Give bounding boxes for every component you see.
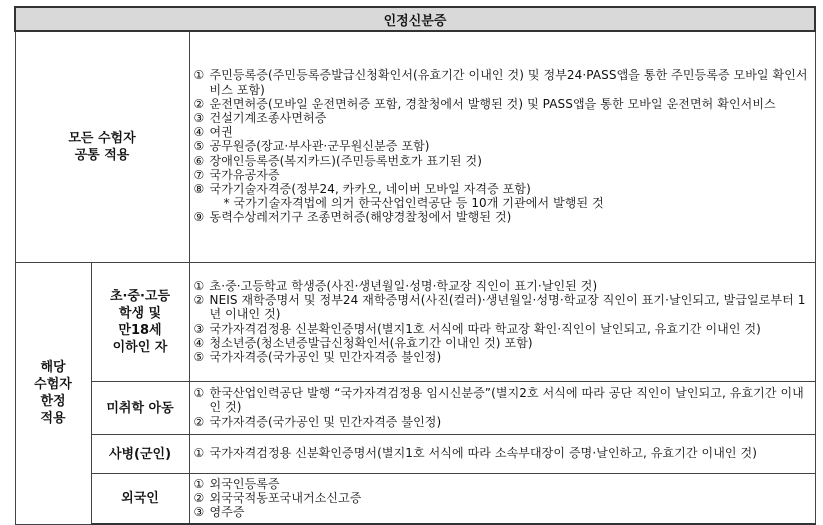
item-number: ④ [193, 335, 205, 350]
list-item [194, 279, 811, 293]
group-label-text: 외국인 [121, 491, 159, 506]
group-label-text: 초·중·고등 학생 및 만18세 이하인 자 [109, 289, 171, 355]
item-number: ⑤ [193, 139, 205, 154]
common-items-list [194, 68, 811, 224]
item-text: 국가자격증(국가공인 및 민간자격증 불인정) [209, 414, 442, 429]
group-label-text: 사병(군인) [108, 446, 172, 462]
item-number: ⑧ [193, 182, 205, 196]
item-text: 한국산업인력공단 발행 “국가자격검정용 임시신분증”(별지2호 서식에 따라 공단 직인이 날인되고, 유효기간 이내인 것) [209, 386, 804, 415]
list-item [194, 111, 811, 125]
group-row-foreigner [15, 474, 815, 525]
item-number: ② [193, 414, 205, 429]
item-text: 국가유공자증 [209, 167, 280, 182]
list-item [194, 446, 811, 460]
item-number: ③ [193, 110, 205, 125]
item-number: ① [193, 68, 205, 83]
group-items-cell [189, 263, 815, 382]
item-number: ① [193, 446, 205, 461]
item-text: 영주증 [209, 505, 245, 520]
group-items-list [194, 279, 811, 364]
list-item [194, 182, 811, 196]
item-number: ③ [193, 321, 205, 336]
list-item [194, 293, 811, 321]
item-text: 국가기술자격증(정부24, 카카오, 네이버 모바일 자격증 포함) [209, 182, 531, 196]
list-item [194, 168, 811, 182]
group-items-list [194, 386, 811, 429]
common-items-cell [189, 31, 815, 263]
group-label-foreigner [91, 474, 189, 525]
list-note [194, 196, 811, 210]
group-items-cell [189, 382, 815, 435]
item-number: ① [193, 476, 205, 491]
group-row-students [15, 263, 815, 382]
item-text: 국가자격검정용 신분확인증명서(별지1호 서식에 따라 학교장 확인·직인이 날인되고, 유효기간 이내인 것) [209, 321, 761, 336]
group-items-cell [189, 474, 815, 525]
table-header-row [15, 7, 815, 31]
item-text: * 국가기술자격법에 의거 한국산업인력공단 등 10개 기관에서 발행된 것 [223, 196, 604, 211]
item-text: NEIS 재학증명서 및 정부24 재학증명서(사진(컬러)·생년월일·성명·학교장 직인이 표기·날인되고, 발급일로부터 1년 이내인 것) [209, 293, 806, 322]
list-item [194, 477, 811, 491]
list-item [194, 415, 811, 429]
item-text: 장애인등록증(복지카드)(주민등록번호가 표기된 것) [209, 153, 482, 168]
item-number: ① [193, 278, 205, 293]
list-item [194, 125, 811, 139]
list-item [194, 154, 811, 168]
item-text: 국가자격증(국가공인 및 민간자격증 불인정) [209, 349, 442, 364]
list-item [194, 322, 811, 336]
item-text: 건설기계조종사면허증 [209, 110, 327, 125]
table-title: 인정신분증 [15, 7, 815, 31]
applicable-label-text: 해당 수험자 한정 적용 [34, 360, 72, 427]
item-text: 국가자격검정용 신분확인증명서(별지1호 서식에 따라 소속부대장이 증명·날인하고, 유효기간 이내인 것) [209, 446, 758, 461]
item-number: ⑤ [193, 349, 205, 364]
item-number: ② [193, 96, 205, 111]
group-label-text: 미취학 아동 [106, 400, 174, 416]
item-number: ⑥ [193, 153, 205, 168]
group-items-list [194, 477, 811, 520]
list-item [194, 505, 811, 519]
list-item [194, 491, 811, 505]
list-item [194, 350, 811, 364]
group-items-cell [189, 435, 815, 474]
item-text: 공무원증(장교·부사관·군무원신분증 포함) [209, 139, 430, 154]
item-text: 외국인등록증 [209, 476, 280, 491]
item-number: ④ [193, 125, 205, 140]
list-item [194, 97, 811, 111]
item-number: ① [193, 386, 205, 401]
common-row [15, 31, 815, 263]
list-item [194, 386, 811, 414]
list-item [194, 210, 811, 224]
group-label-preschool [91, 382, 189, 435]
group-items-list [194, 446, 811, 460]
group-row-soldier [15, 435, 815, 474]
group-row-preschool [15, 382, 815, 435]
item-number: ⑨ [193, 210, 205, 225]
group-label-students [91, 263, 189, 382]
applicable-label [15, 263, 91, 525]
item-text: 외국국적동포국내거소신고증 [209, 490, 362, 505]
id-document-table-wrap [14, 6, 814, 525]
item-text: 운전면허증(모바일 운전면허증 포함, 경찰청에서 발행된 것) 및 PASS앱을 통한 모바일 운전면허 확인서비스 [209, 96, 776, 111]
item-number: ⑦ [193, 167, 205, 182]
item-number: ② [193, 490, 205, 505]
common-label [15, 31, 189, 263]
list-item [194, 336, 811, 350]
item-text: 주민등록증(주민등록증발급신청확인서(유효기간 이내인 것) 및 정부24·PASS앱을 통한 주민등록증 모바일 확인서비스 포함) [209, 68, 808, 97]
item-text: 동력수상레저기구 조종면허증(해양경찰청에서 발행된 것) [209, 210, 512, 225]
common-label-text: 모든 수험자 공통 적용 [68, 131, 136, 163]
id-document-table [14, 6, 816, 525]
list-item [194, 139, 811, 153]
item-text: 여권 [209, 125, 233, 140]
item-number: ② [193, 293, 205, 308]
item-number: ③ [193, 505, 205, 520]
group-label-soldier [91, 435, 189, 474]
item-text: 초·중·고등학교 학생증(사진·생년월일·성명·학교장 직인이 표기·날인된 것) [209, 278, 598, 293]
list-item [194, 68, 811, 96]
item-text: 청소년증(청소년증발급신청확인서(유효기간 이내인 것) 포함) [209, 335, 533, 350]
